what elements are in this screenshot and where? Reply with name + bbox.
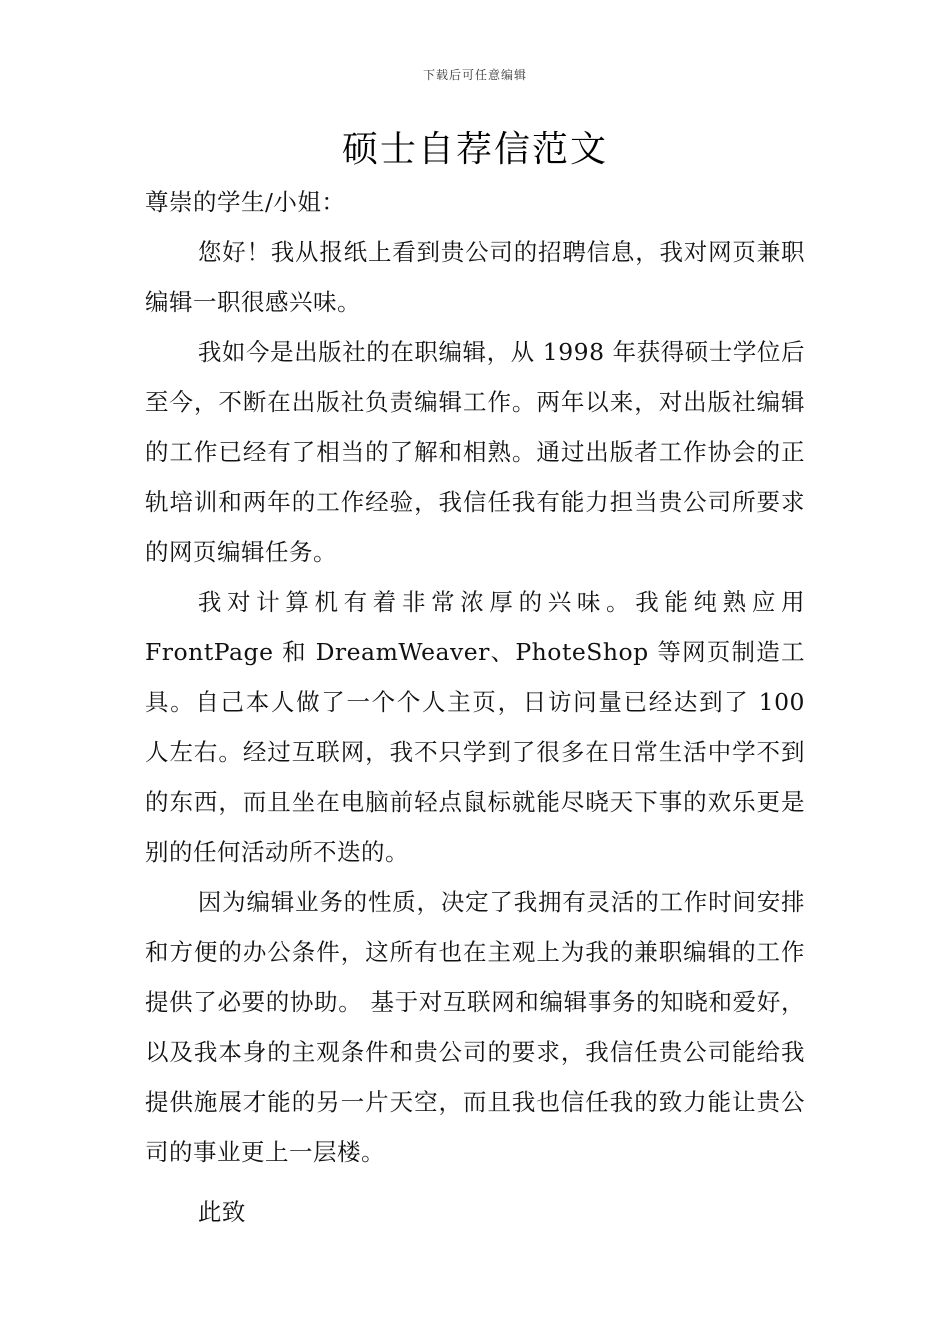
salutation: 尊崇的学生/小姐： [145,188,346,216]
page-title: 硕士自荐信范文 [341,129,608,170]
paragraph-experience: 我如今是出版社的在职编辑，从 1998 年获得硕士学位后至今，不断在出版社负责编辑工作。两年以来，对出版社编辑的工作已经有了相当的了解和相熟。通过出版者工作协会的正轨培训和两年的工作经验，我信任我有能力担当贵公司所要求的网页编辑任务。 [145,338,805,566]
paragraph-greeting: 您好！我从报纸上看到贵公司的招聘信息，我对网页兼职编辑一职很感兴味。 [145,238,805,316]
paragraph-computer-skills: 我对计算机有着非常浓厚的兴味。我能纯熟应用 FrontPage 和 DreamWeaver、PhoteShop 等网页制造工具。自己本人做了一个个人主页，日访问量已经达到了 100 人左右。经过互联网，我不只学到了很多在日常生活中学不到的东西，而且坐在电脑前轻点鼠标就能尽晓天下事的欢乐更是别的任何活动所不迭的。 [145,588,805,866]
header-note: 下载后可任意编辑 [422,68,527,82]
closing: 此致 [197,1198,246,1226]
letter-body [145,177,805,1237]
paragraph-conditions: 因为编辑业务的性质，决定了我拥有灵活的工作时间安排和方便的办公条件，这所有也在主观上为我的兼职编辑的工作提供了必要的协助。 基于对互联网和编辑事务的知晓和爱好，以及我本身的主观条件和贵公司的要求，我信任贵公司能给我提供施展才能的另一片天空，而且我也信任我的致力能让贵公司的事业更上一层楼。 [145,888,805,1166]
